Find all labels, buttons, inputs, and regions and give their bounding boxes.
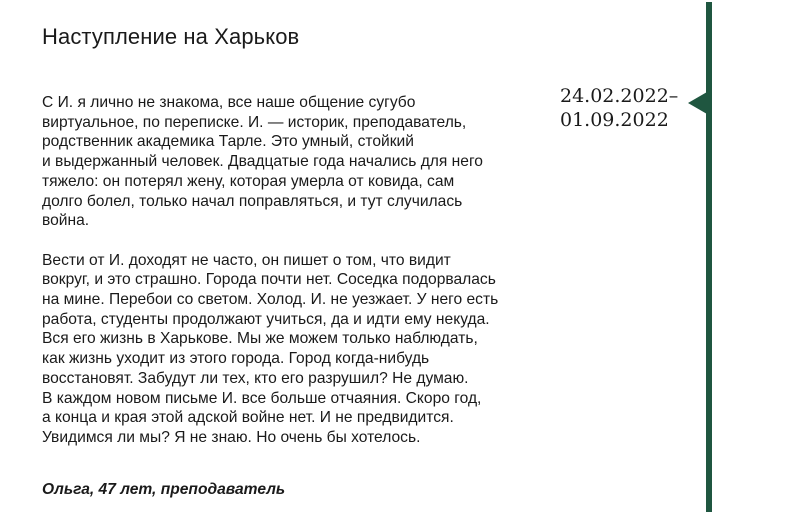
- text-line: а конца и края этой адской войне нет. И не предвидится.: [42, 409, 454, 427]
- text-line: тяжело: он потерял жену, которая умерла от ковида, сам: [42, 172, 455, 190]
- text-line: война.: [42, 212, 90, 230]
- date-range: [560, 84, 678, 132]
- paragraph-2: [42, 251, 562, 448]
- text-line: вокруг, и это страшно. Города почти нет. Соседка подорвалась: [42, 271, 496, 289]
- page-title: Наступление на Харьков: [42, 24, 300, 49]
- text-line: на мине. Перебои со светом. Холод. И. не уезжает. У него есть: [42, 291, 499, 309]
- date-end: 01.09.2022: [560, 109, 669, 131]
- date-start: 24.02.2022–: [560, 85, 679, 107]
- text-line: виртуальное, по переписке. И. — историк, преподаватель,: [42, 113, 467, 131]
- text-line: как жизнь уходит из этого города. Город когда-нибудь: [42, 350, 430, 368]
- timeline-line: [706, 2, 712, 512]
- timeline-marker-triangle: [688, 92, 707, 114]
- text-line: Вся его жизнь в Харькове. Мы же можем только наблюдать,: [42, 330, 478, 348]
- article-body: [42, 93, 562, 448]
- text-line: Вести от И. доходят не часто, он пишет о том, что видит: [42, 251, 451, 269]
- text-line: В каждом новом письме И. все больше отчаяния. Скоро год,: [42, 389, 482, 407]
- text-line: долго болел, только начал поправляться, и тут случилась: [42, 192, 463, 210]
- text-line: и выдержанный человек. Двадцатые года начались для него: [42, 153, 483, 171]
- text-line: родственник академика Тарле. Это умный, стойкий: [42, 133, 414, 151]
- paragraph-1: [42, 93, 562, 231]
- text-line: работа, студенты продолжают учиться, да и идти ему некуда.: [42, 310, 490, 328]
- author-signature: Ольга, 47 лет, преподаватель: [42, 481, 286, 498]
- text-line: С И. я лично не знакома, все наше общение сугубо: [42, 94, 416, 111]
- text-line: восстановят. Забудут ли тех, кто его разрушил? Не думаю.: [42, 369, 469, 387]
- text-line: Увидимся ли мы? Я не знаю. Но очень бы хотелось.: [42, 428, 421, 446]
